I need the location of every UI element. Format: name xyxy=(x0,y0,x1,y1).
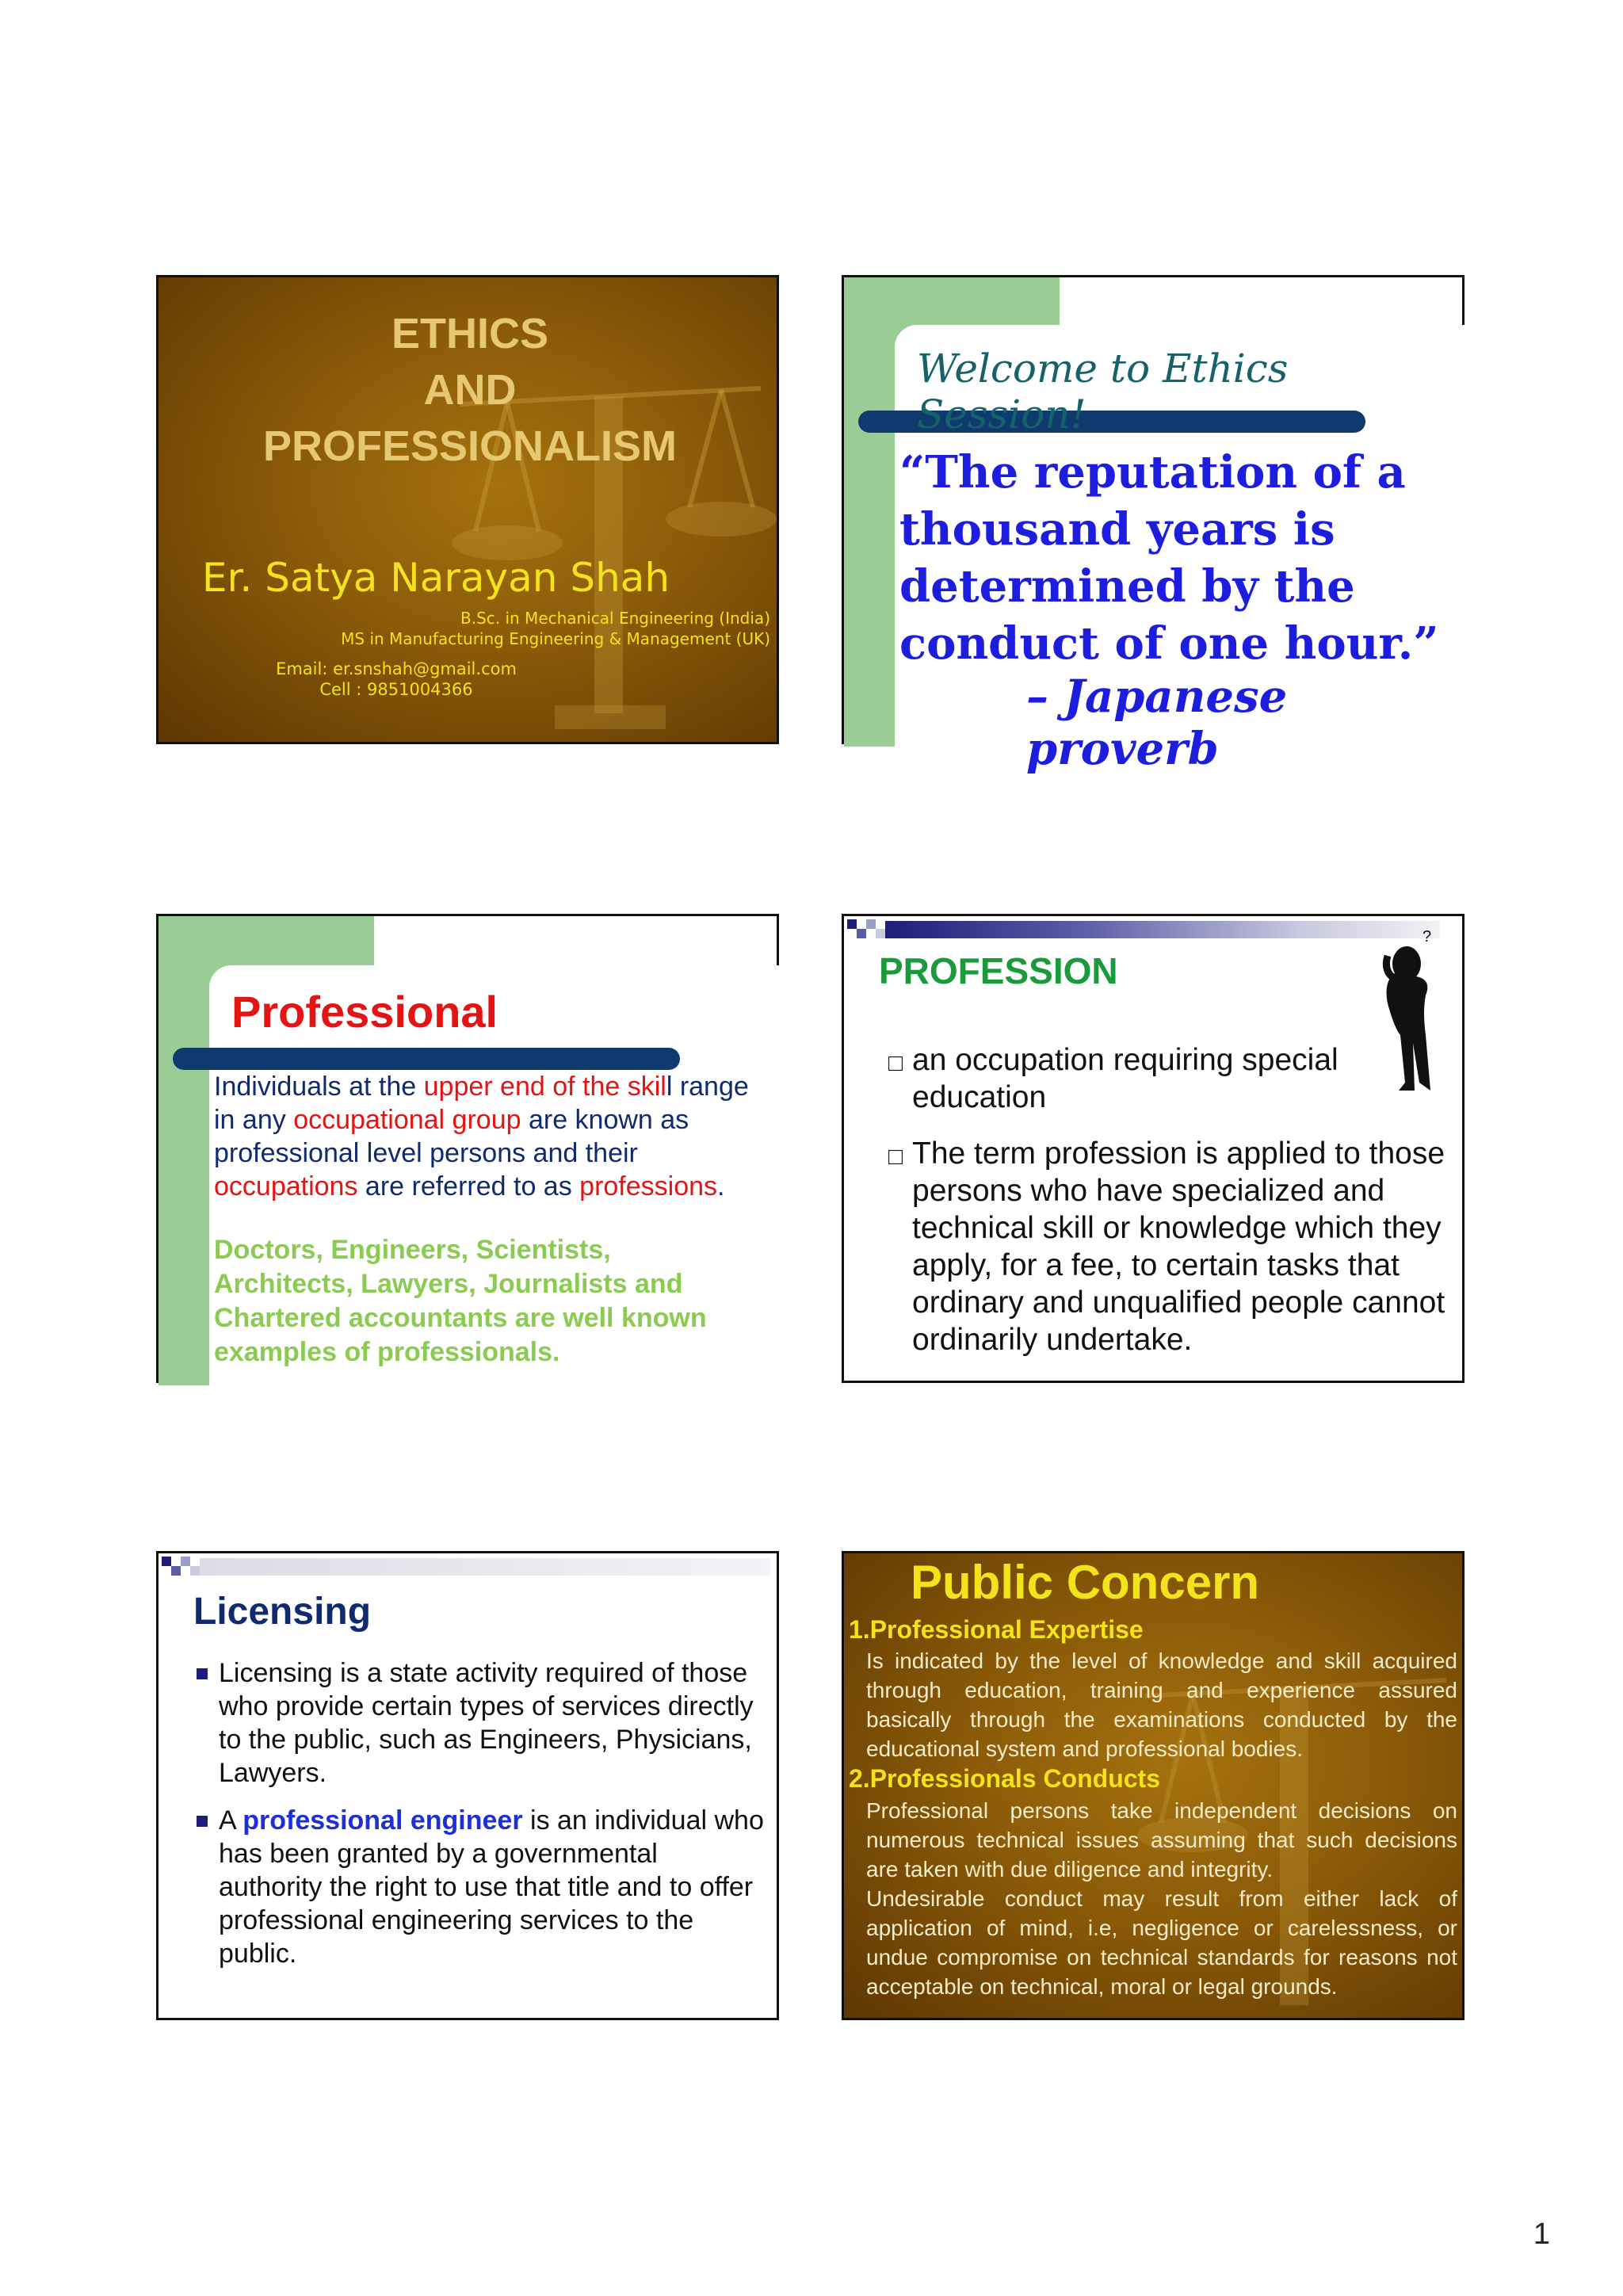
square-bullet-icon xyxy=(197,1668,208,1679)
author-email: Email: er.snshah@gmail.com xyxy=(276,659,517,678)
page-number: 1 xyxy=(1533,2218,1550,2251)
author-name: Er. Satya Narayan Shah xyxy=(201,555,670,601)
proverb-quote: “The reputation of a thousand years is determined by the conduct of one hour.” xyxy=(899,446,1439,670)
list-item: Licensing is a state activity required of those who provide certain types of services directly to the public, such as Engineers, Physicians, Lawyers. xyxy=(197,1656,767,1790)
section-heading-conducts: 2.Professionals Conducts xyxy=(849,1764,1160,1793)
square-bullet-icon: □ xyxy=(888,1050,903,1076)
header-gradient-bar xyxy=(200,1558,770,1576)
conducts-text: Professional persons take independent decisions on numerous technical issues assuming that such decisions are taken with due diligence and integrity. xyxy=(866,1798,1457,1881)
degree-ms: MS in Manufacturing Engineering & Management (UK) xyxy=(341,629,770,648)
navy-divider-bar xyxy=(173,1048,680,1070)
list-item: □ The term profession is applied to those persons who have specialized and technical skill or knowledge which they apply, for a fee, to certain tasks that ordinary and unqualified people cannot ordinarily undertake. xyxy=(888,1137,1445,1357)
pixel-square xyxy=(181,1557,190,1566)
proverb-attribution: – Japanese proverb xyxy=(1026,670,1288,775)
slide-heading: Public Concern xyxy=(911,1556,1260,1609)
header-gradient-bar xyxy=(885,921,1440,938)
pixel-square xyxy=(866,919,876,929)
expertise-text: Is indicated by the level of knowledge and skill acquired through education, training and experience assured basically through the examinations conducted by the educational system and professional bodies. xyxy=(866,1648,1457,1761)
welcome-heading: Welcome to Ethics Session! xyxy=(917,346,1289,437)
slide-welcome xyxy=(842,275,1465,775)
square-bullet-icon xyxy=(197,1816,208,1827)
pixel-square xyxy=(190,1566,200,1576)
slide-title xyxy=(156,275,779,744)
pixel-square xyxy=(876,929,885,938)
section-heading-expertise: 1.Professional Expertise xyxy=(849,1615,1144,1644)
pixel-square xyxy=(171,1566,181,1576)
slide-heading: Licensing xyxy=(193,1591,372,1633)
pixel-square xyxy=(847,919,857,929)
licensing-list xyxy=(197,1656,767,1985)
slide-profession xyxy=(842,914,1465,1383)
professional-definition: Individuals at the upper end of the skill range in any occupational group are known as professional level persons and their occupations are referred to as professions. xyxy=(214,1072,749,1201)
list-item: □ an occupation requiring special education xyxy=(888,1043,1338,1114)
slide-licensing xyxy=(156,1551,779,2020)
degree-bsc: B.Sc. in Mechanical Engineering (India) xyxy=(460,609,770,628)
author-cell: Cell : 9851004366 xyxy=(319,680,473,699)
profession-list xyxy=(888,1041,1464,1377)
question-mark-icon: ? xyxy=(1423,928,1432,946)
slide-heading: PROFESSION xyxy=(879,950,1118,991)
pixel-square xyxy=(857,929,866,938)
undesirable-conduct-text: Undesirable conduct may result from either lack of application of mind, i.e, negligence or carelessness, or undue compromise on technical standards for reasons not acceptable on technical, moral or legal grounds. xyxy=(866,1886,1457,1999)
slide-professional xyxy=(156,914,779,1383)
slide-public-concern xyxy=(842,1551,1465,2020)
list-item: A professional engineer is an individual who has been granted by a governmental authority the right to use that title and to offer professional engineering services to the public. xyxy=(197,1804,767,1970)
square-bullet-icon: □ xyxy=(888,1144,903,1170)
slide-title-text: ETHICS AND PROFESSIONALISM xyxy=(262,310,678,470)
pixel-square xyxy=(162,1557,171,1566)
professional-examples: Doctors, Engineers, Scientists, Architects, Lawyers, Journalists and Chartered accountants are well known examples of professionals. xyxy=(214,1235,707,1367)
slide-heading: Professional xyxy=(231,987,498,1037)
